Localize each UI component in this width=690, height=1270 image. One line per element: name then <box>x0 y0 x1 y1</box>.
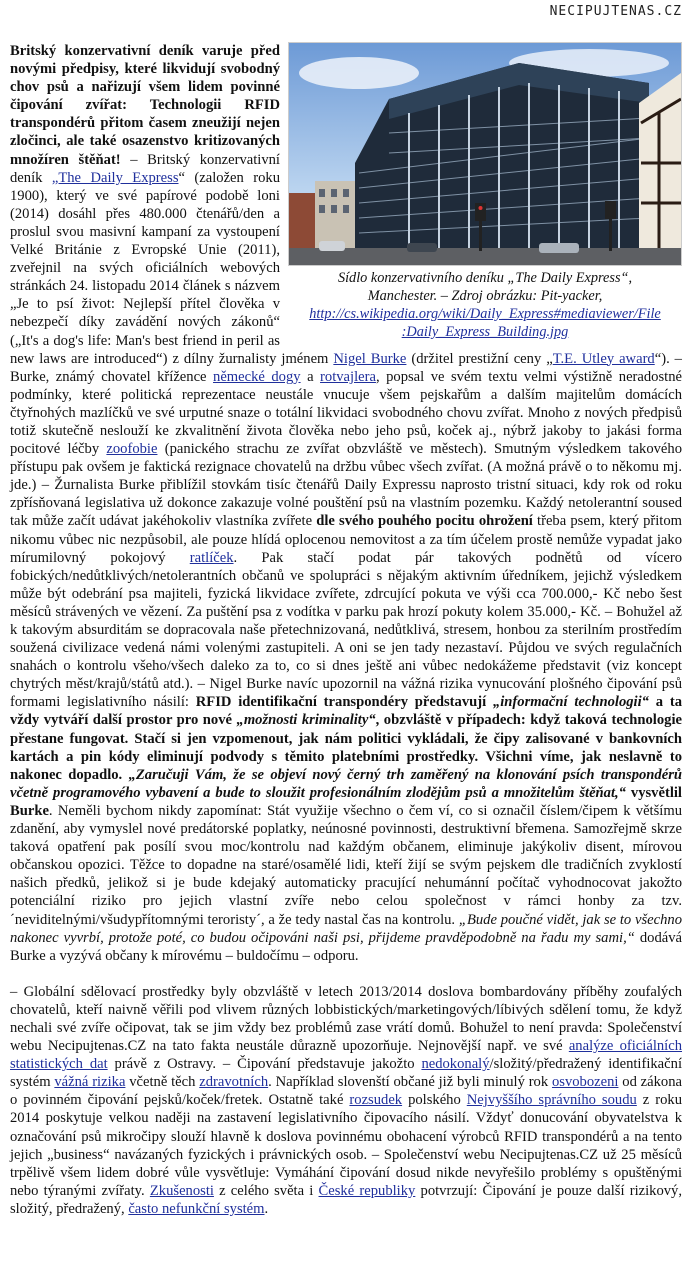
text-run: – Britský konzervativní deník <box>10 151 280 186</box>
site-header-logo: NECIPUJTENAS.CZ <box>549 4 682 19</box>
link-rotvajler[interactable]: rotvajlera <box>320 368 376 385</box>
bold-text: vysvětlil Burke <box>10 784 682 819</box>
bold-italic-text: „možnosti kriminality“ <box>236 712 376 729</box>
text-run: od zákona o povinném čipování pejsků/koček/fretek. Ostatně také <box>10 1074 682 1109</box>
building-photo <box>288 42 682 266</box>
bold-text: RFID identifikační transpondéry představují <box>195 694 493 711</box>
caption-source-link-2[interactable]: :Daily_Express_Building.jpg <box>401 324 569 340</box>
link-nemecke-dogy[interactable]: německé dogy <box>213 368 301 385</box>
text-run: – Globální sdělovací prostředky byly obzvláště v letech 2013/2014 doslova bombardovány příběhy zoufalých chovatelů, kteří naivně věřili pod vlivem různých lobbistických/marketingových/líbivých sdělení tomu, že když nechali své zvíře očipovat, tak se jim vždy bez problémů zase vrátí domů. Bohužel to není pravda: Společenství webu Necipujtenas.CZ na tato fakta neustále důrazně upozorňuje. Nejnovější např. ve své <box>10 983 682 1055</box>
text-run: třeba psem, který přitom nikomu vůbec nic nezpůsobil, ale pouze hlídá oplocenou nemovitost a za tím účelem prostě nemůže vypadat jako mírumilovný pokojový <box>10 513 683 566</box>
text-run: “). – Burke, známý chovatel křížence <box>10 350 682 385</box>
link-zdravotnich[interactable]: zdravotních <box>199 1074 269 1091</box>
building-photo-illustration <box>289 43 681 265</box>
lead-text: Britský konzervativní deník varuje před novými předpisy, které likvidují svobodný chov psů a nařizují všem lidem povinné čipování zvířat: Technologii RFID transpondérů přitom časem zneužijí nejen zločinci, ale také osazenstvo kritizovaných množíren štěňat! <box>10 43 280 168</box>
link-te-utley-award[interactable]: T.E. Utley award <box>552 350 655 367</box>
figure-caption <box>288 269 682 341</box>
text-run: z roku 2014 poskytuje velkou naději na zastavení legislativního čipovacího násilí. Vždyť donucování obyvatelstva k označování psů mikročipy slouží hlavně k doslova povinnému obohacení výrobců RFID transpondérů a na tento jejich „business“ navázaných fyzických i právnických osob. – Společenství webu Necipujtenas.CZ už 25 měsíců trpělivě všem lidem dobré vůle vysvětluje: Vymáhání čipování dosud nikde nevyřešilo problémy s opuštěnými nebo týranými zvířaty. <box>10 1092 682 1199</box>
link-daily-express[interactable]: „The Daily Express <box>51 169 179 186</box>
text-run: právě z Ostravy. – Čipování představuje jakožto <box>107 1056 422 1073</box>
paragraph-2 <box>10 983 682 1218</box>
text-run: . Například slovenští občané již byli minulý rok <box>268 1074 552 1091</box>
text-run: (držitel prestižní ceny „ <box>406 350 553 367</box>
caption-line-1: Sídlo konzervativního deníku „The Daily Express“, <box>337 270 633 286</box>
link-zoofobie[interactable]: zoofobie <box>106 441 158 458</box>
text-run: . <box>264 1200 269 1217</box>
text-run: (panického strachu ze zvířat obzvláště ve městech). Smutným výsledkem takového přístupu pak ovšem je faktická rezignace chovatelů na držbu vůbec všech zvířat. (A možná právě o to někomu mj. jde.) – Žurnalista Burke přiblížil stovkám tisíc čtenářů Daily Expressu naprosto tristní situaci, kdy rok od roku zpřísňovaná legislativa už dokonce zakazuje volné pouštění psů na vlastním pozemku. Každý netolerantní soused tak může začít udávat jakéhokoliv vlastníka zvířete <box>10 441 683 530</box>
link-ceske-republiky[interactable]: České republiky <box>318 1182 416 1199</box>
text-run: z celého světa i <box>213 1182 319 1199</box>
caption-source-link-1[interactable]: http://cs.wikipedia.org/wiki/Daily_Express#mediaviewer/File <box>309 306 661 322</box>
burke-quote: „Zaručuji Vám, že se objeví nový černý trh zaměřený na klonování psích transpondérů včetně programového vybavení a bude to sloužit profesionálním zlodějům psů a množitelům štěňat,“ <box>10 766 682 801</box>
link-osvobozeni[interactable]: osvobozeni <box>551 1074 619 1091</box>
article-figure <box>288 42 682 341</box>
caption-line-2: Manchester. – Zdroj obrázku: Pit-yacker, <box>367 288 603 304</box>
text-run: . Neměli bychom nikdy zapomínat: Stát využije všechno o čem ví, co si označil číslem/čipem k většímu zdanění, aby vymyslel nové predátorské poplatky, neúnosné povinnosti, destruktivní břemena. Samozřejmě skrze taková opatření pak posílí svou moc/kontrolu nad každým občanem, eliminuje jakýkoliv disent, mírovou občanskou opozici. Těžce to dopadne na staré/osamělé lidi, kteří žijí se svým pejskem dle tradičních zvyklostí našich předků, jelikož si je bude kdejaký automaticky pracující nehumánní počítač vyhodnocovat jakožto potenciální riziko pro jejich vlastní zvíře nebo celou společnost v rámci honby za tzv. ´neviditelnými/všudypřítomnými teroristy´, a že tedy nastal čas na kontrolu. <box>10 802 682 928</box>
article-body <box>10 42 682 1218</box>
bold-text: , obzvláště v případech: když taková technologie přestane fungovat. Stačí si jen vzpomenout, jak nám politici vykládali, že čipy zalisované v bankovních kartách a pin kódy eliminují podvody s těmito platebními prostředky. Všichni víme, jak neslavně to nakonec dopadlo. <box>10 712 682 783</box>
bold-italic-text: „informační technologii“ <box>492 694 649 711</box>
text-run: . Pak stačí podat pár takových podnětů od vícero fobických/nedůtklivých/netolerantních občanů ve spolupráci s nějakým aktivním úředníkem, jejichž výsledkem může být odebrání psa majiteli, fyzická likvidace zvířete, zdrcující pokuta ve výši cca 700.000,- Kč nebo šest měsíců strávených ve vězení. Za puštění psa z vodítka v parku pak hrozí pokuty kolem 35.000,- Kč. – Bohužel až k takovým absurditám se dopracovala naše přetechnizovaná, nedůtklivá, stresem, honbou za sterilním prostředím soužená civilizace vedená námi volenými zastupiteli. A oni se jen tady nezastaví. Půjdou ve svých regulačních snahách o kontrolu všeho/všech daleko za to, co si dnes ještě ani vůbec nedokážeme představit (viz koncept chytrých měst/krajů/států atd.). – Nigel Burke navíc upozornil na vážná rizika vynucování plošného čipování psů formami legislativního násilí: <box>10 549 683 711</box>
link-ratlicek[interactable]: ratlíček <box>189 549 234 566</box>
text-run: včetně těch <box>125 1074 200 1091</box>
text-run: /složitý/předražený identifikační systém <box>10 1056 682 1091</box>
bold-text: dle svého pouhého pocitu ohrožení <box>316 513 533 530</box>
burke-closing-quote: „Bude poučné vidět, jak se to všechno nakonec vyvrbí, protože poté, co budou očipováni naši psi, přijdeme pravděpodobně na řadu my sami,“ <box>10 911 682 946</box>
text-run: polského <box>402 1092 467 1109</box>
link-vazna-rizika[interactable]: vážná rizika <box>54 1074 126 1091</box>
link-zkusenosti[interactable]: Zkušenosti <box>149 1182 214 1199</box>
link-analyza-statistickych-dat[interactable]: analýze oficiálních statistických dat <box>10 1038 683 1073</box>
text-run: “ (založen roku 1900), který ve své papírové podobě loni (2014) dosáhl přes 480.000 čtenářů/den a proslul svou masivní kampaní za vystoupení Velké Británie z Evropské Unie (2011), zveřejnil na svých oficiálních webových stránkách 24. listopadu 2014 článek s názvem „Je to psí život: Nejlepší přítel člověka v nebezpečí díky zavádění nových zákonů“ („It's a dog's life: Man's best friend in peril as new laws are introduced“) z dílny žurnalisty jménem <box>10 169 334 367</box>
link-rozsudek[interactable]: rozsudek <box>349 1092 403 1109</box>
text-run: potvrzují: Čipování je pouze další rizikový, složitý, předražený, <box>10 1182 682 1217</box>
text-run: a <box>300 368 321 385</box>
link-nedokonaly[interactable]: nedokonalý <box>421 1056 490 1073</box>
bold-text: a ta vždy vytváří další prostor pro nové <box>10 694 682 729</box>
link-nigel-burke[interactable]: Nigel Burke <box>333 350 407 367</box>
text-run: dodává Burke a vyzývá občany k mírovému – buldočímu – odporu. <box>10 929 682 964</box>
text-run: , popsal ve svém textu velmi výstižně neradostné podmínky, které politická reprezentace neustále vnucuje všem pejskařům a dalším majitelům domácích čtyřnohých mazlíčků ve své urputné snaze o totální likvidaci svobodného chovu zvířat. Mnoho z nových předpisů totiž skutečně neslouží ke zkvalitnění života člověka nebo jeho psů, koček aj., nýbrž jakoby to jakási forma pocitové léčby <box>10 368 682 458</box>
link-nejvyssi-spravni-soud[interactable]: Nejvyššího správního soudu <box>466 1092 637 1109</box>
link-casto-nefunkcni-system[interactable]: často nefunkční systém <box>128 1200 265 1217</box>
